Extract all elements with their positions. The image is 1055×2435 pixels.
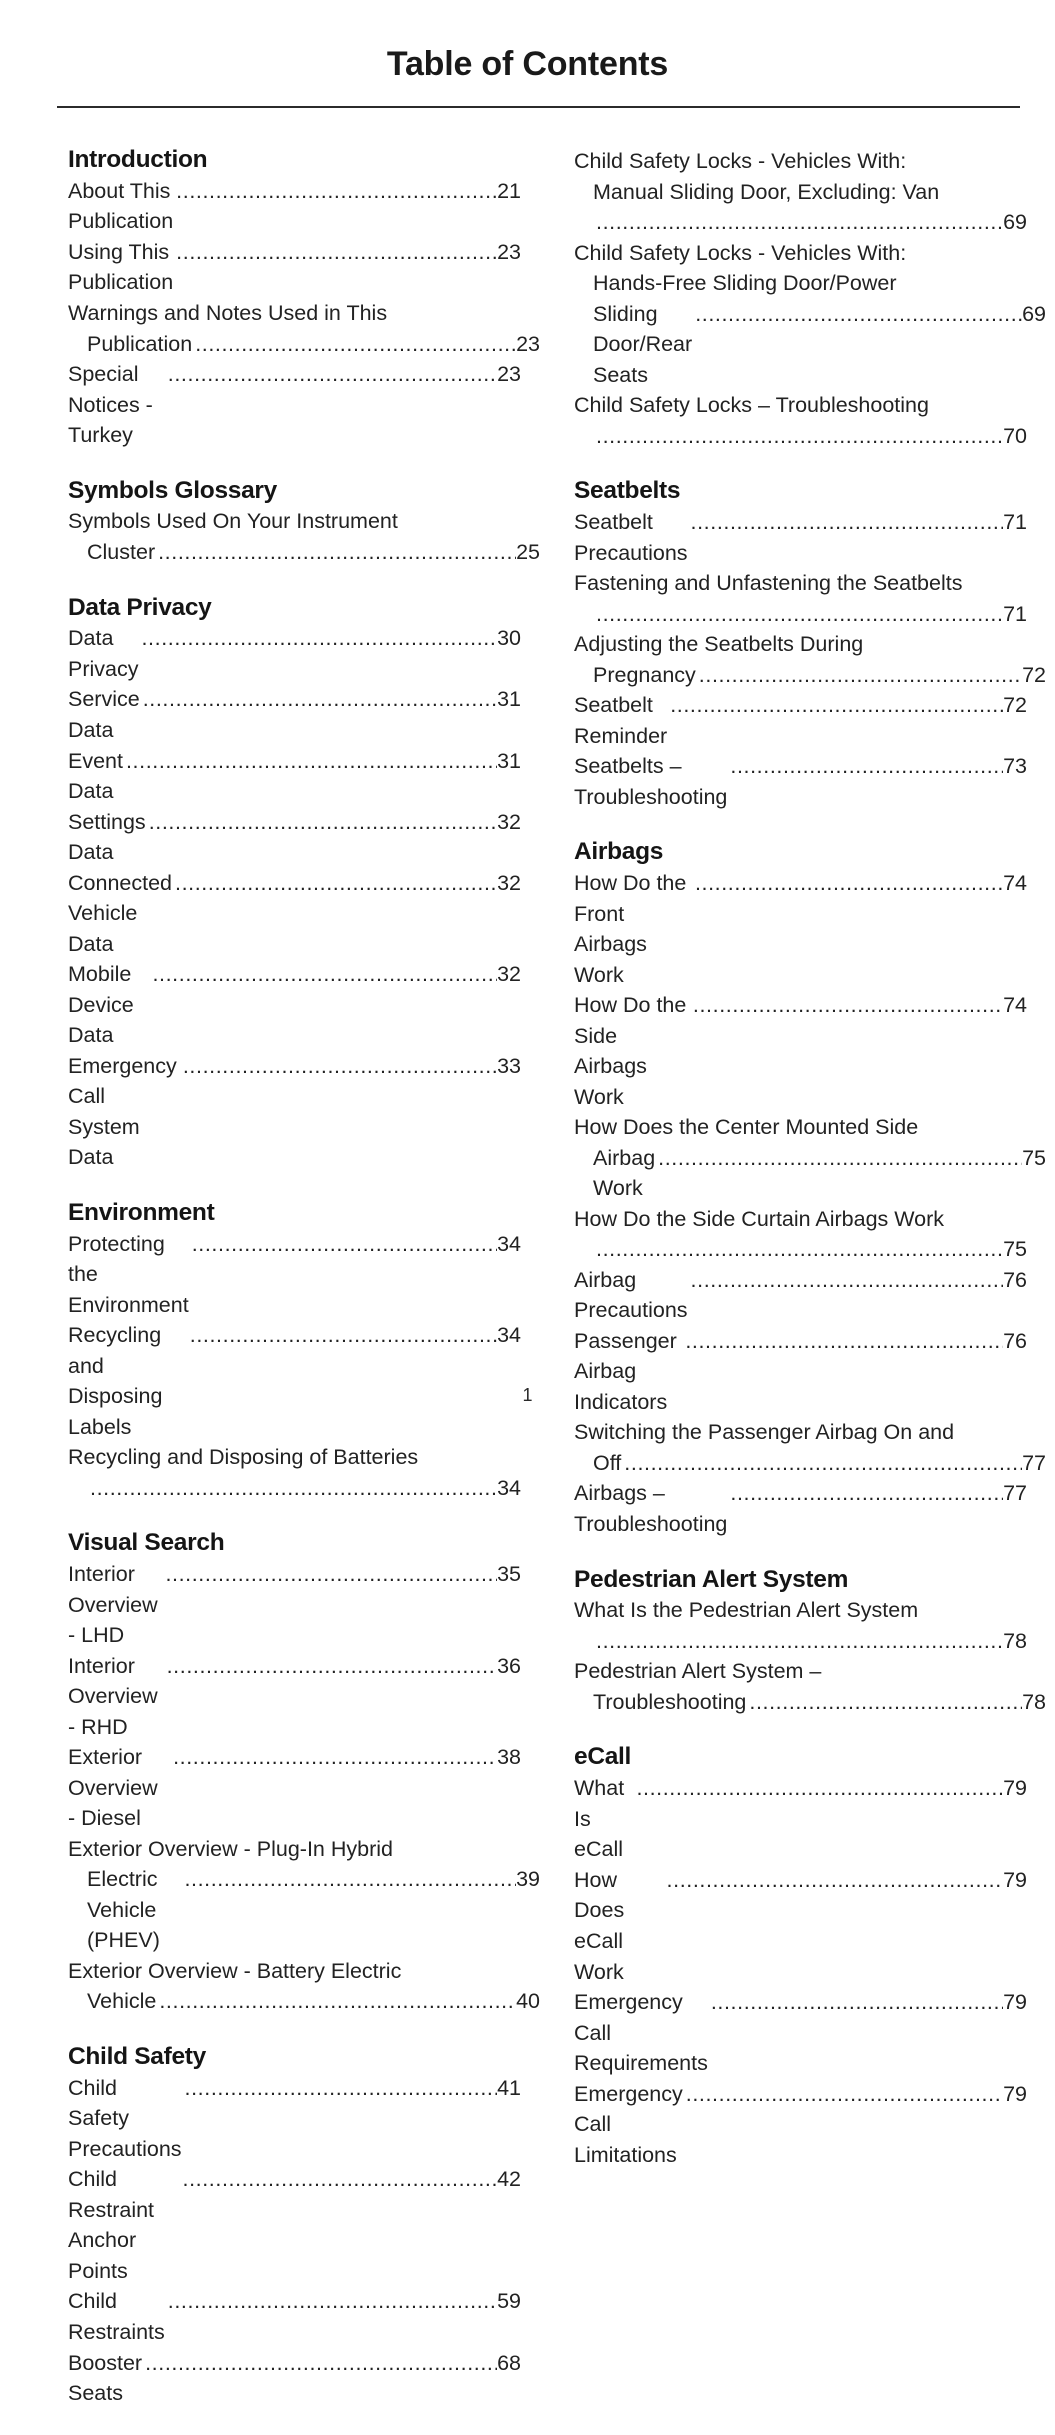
toc-entry-label: Electric Vehicle (PHEV) (87, 1867, 164, 1953)
toc-leader-dots (190, 1320, 497, 1351)
toc-entry-label: Exterior Overview - Diesel (68, 1745, 164, 1831)
toc-entry-leader-row (574, 1987, 1027, 2079)
toc-entry-label: Child Safety Precautions (68, 2075, 182, 2161)
toc-entry-leader-row (574, 1478, 1027, 1539)
toc-entry-leader-row (574, 2079, 1027, 2171)
toc-entry-leader-row (68, 1229, 521, 1321)
toc-page-number: 78 (1003, 1628, 1027, 1653)
toc-entry[interactable] (68, 359, 521, 451)
toc-entry[interactable] (68, 1051, 521, 1173)
toc-page-number: 79 (1003, 1867, 1027, 1892)
toc-leader-dots (667, 1865, 1004, 1896)
toc-entry-line: Recycling and Disposing of Batteries (68, 1445, 419, 1470)
toc-entry-leader-row (68, 959, 521, 1051)
toc-entry-label: Airbag Work (593, 1145, 662, 1201)
toc-entry[interactable] (68, 506, 540, 567)
toc-page-number: 34 (497, 1475, 521, 1500)
toc-entry[interactable] (68, 1956, 540, 2017)
toc-entry-leader-row (68, 868, 521, 960)
toc-page-number: 32 (497, 809, 521, 834)
toc-section (574, 1743, 1027, 2170)
toc-section (574, 1565, 1046, 1718)
toc-entry-label: Troubleshooting (593, 1689, 753, 1714)
toc-entry[interactable] (68, 2164, 521, 2286)
toc-leader-dots (693, 990, 1003, 1021)
toc-entry-leader-row (574, 868, 1027, 990)
toc-leader-dots (691, 1265, 1004, 1296)
toc-entry-label: Recycling and Disposing Labels (68, 1323, 169, 1439)
toc-entry[interactable] (68, 2348, 521, 2409)
toc-entry-leader-row (68, 807, 521, 868)
toc-page-number: 38 (497, 1745, 521, 1770)
toc-section-heading: Symbols Glossary (68, 476, 277, 504)
toc-entry-label: Connected Vehicle Data (68, 870, 178, 956)
toc-leader-dots (624, 1448, 1022, 1479)
toc-page-number: 34 (497, 1231, 521, 1256)
toc-leader-dots (185, 2073, 498, 2104)
toc-leader-dots (670, 690, 1003, 721)
toc-section (574, 477, 1046, 812)
toc-entry[interactable] (68, 684, 521, 745)
toc-section-heading: Seatbelts (574, 477, 681, 505)
toc-entry-label: What Is eCall (574, 1776, 631, 1862)
toc-entry-leader-row (574, 299, 1046, 391)
toc-page-number: 23 (497, 362, 521, 387)
toc-entry-leader-row (574, 751, 1027, 812)
toc-page-number: 69 (1003, 210, 1027, 235)
toc-page-number: 34 (497, 1323, 521, 1348)
toc-section-heading: Environment (68, 1198, 215, 1226)
toc-page-number: 35 (497, 1562, 521, 1587)
toc-entry[interactable] (574, 2079, 1027, 2171)
toc-entry-leader-row (574, 421, 1027, 452)
toc-leader-dots (596, 1234, 1003, 1265)
toc-entry[interactable] (574, 1656, 1046, 1717)
toc-leader-dots (184, 1864, 516, 1895)
toc-section-heading: Pedestrian Alert System (574, 1565, 849, 1593)
toc-entry-leader-row (574, 1626, 1027, 1657)
toc-entry-label: Sliding Door/Rear Seats (593, 301, 699, 387)
toc-entry-leader-row (68, 2073, 521, 2165)
toc-columns (0, 146, 1055, 2435)
toc-entry-leader-row (68, 1651, 521, 1743)
toc-leader-dots (145, 2348, 497, 2379)
toc-entry-line: Manual Sliding Door, Excluding: Van (593, 179, 940, 204)
toc-entry-label: How Does eCall Work (574, 1867, 631, 1984)
toc-page-number: 32 (497, 962, 521, 987)
toc-leader-dots (149, 807, 497, 838)
toc-entry-leader-row (574, 990, 1027, 1112)
toc-leader-dots (165, 1559, 497, 1590)
toc-entry[interactable] (574, 1595, 1027, 1656)
toc-entry-label: Vehicle (87, 1989, 163, 2014)
toc-entry-label: Publication (87, 331, 193, 356)
toc-entry-leader-row (68, 623, 521, 684)
toc-leader-dots (168, 359, 497, 390)
title-divider (57, 106, 1020, 108)
toc-entry[interactable] (574, 990, 1027, 1112)
toc-entry-leader-row (574, 1143, 1046, 1204)
toc-page-number: 71 (1003, 601, 1027, 626)
toc-entry[interactable] (574, 238, 1046, 391)
toc-entry-line: Fastening and Unfastening the Seatbelts (574, 571, 963, 596)
toc-leader-dots (167, 1651, 497, 1682)
toc-entry-leader-row (68, 537, 540, 568)
toc-entry-leader-row (68, 684, 521, 745)
toc-leader-dots (691, 507, 1004, 538)
toc-page-number: 74 (1003, 993, 1027, 1018)
toc-section-heading: Child Safety (68, 2042, 206, 2070)
toc-entry[interactable] (68, 807, 521, 868)
toc-entry[interactable] (574, 507, 1027, 568)
toc-page-number: 77 (1022, 1450, 1046, 1475)
toc-entry-leader-row (68, 359, 521, 451)
toc-page-number: 79 (1003, 1776, 1027, 1801)
toc-entry-label: Airbag Precautions (574, 1267, 688, 1323)
toc-entry-label: Service Data (68, 687, 146, 742)
toc-entry-leader-row (574, 690, 1027, 751)
toc-leader-dots (596, 421, 1003, 452)
toc-entry[interactable] (68, 959, 521, 1051)
toc-entry[interactable] (68, 1742, 521, 1834)
toc-entry-label: Interior Overview - RHD (68, 1653, 164, 1739)
toc-entry[interactable] (574, 1265, 1027, 1326)
toc-column-left (68, 146, 540, 2435)
toc-section (68, 1529, 540, 2017)
toc-entry[interactable] (68, 2073, 521, 2165)
toc-entry-label: Booster Seats (68, 2350, 149, 2406)
toc-entry-leader-row (68, 1742, 521, 1834)
toc-leader-dots (90, 1473, 497, 1504)
toc-page-number: 70 (1003, 423, 1027, 448)
toc-page-number: 59 (497, 2289, 521, 2314)
toc-entry-line: Warnings and Notes Used in This (68, 300, 388, 325)
toc-entry[interactable] (68, 2286, 521, 2347)
toc-entry-line: How Do the Side Curtain Airbags Work (574, 1206, 945, 1231)
toc-entry-line: Hands-Free Sliding Door/Power (593, 271, 897, 296)
toc-entry-label: Event Data (68, 748, 129, 804)
toc-leader-dots (699, 660, 1022, 691)
toc-entry-leader-row (574, 1265, 1027, 1326)
toc-leader-dots (695, 299, 1022, 330)
toc-entry-leader-row (574, 1448, 1046, 1479)
toc-entry[interactable] (68, 623, 521, 684)
toc-entry-leader-row (574, 1773, 1027, 1865)
toc-entry-label: About This Publication (68, 178, 177, 234)
toc-page-number: 30 (497, 626, 521, 651)
toc-entry-line: Child Safety Locks - Vehicles With: (574, 240, 907, 265)
toc-leader-dots (711, 1987, 1003, 2018)
toc-section-heading: Data Privacy (68, 593, 212, 621)
toc-entry-label: Seatbelt Precautions (574, 510, 688, 565)
toc-leader-dots (176, 237, 497, 268)
toc-leader-dots (126, 746, 497, 777)
toc-entry[interactable] (574, 1865, 1027, 1987)
toc-entry-label: Seatbelts – Troubleshooting (574, 754, 728, 809)
toc-leader-dots (173, 1742, 497, 1773)
toc-leader-dots (596, 599, 1003, 630)
toc-leader-dots (596, 207, 1003, 238)
toc-entry[interactable] (68, 237, 521, 298)
toc-page-number: 76 (1003, 1328, 1027, 1353)
toc-page-number: 32 (497, 870, 521, 895)
toc-page-number: 79 (1003, 1990, 1027, 2015)
toc-entry-leader-row (68, 2286, 521, 2347)
toc-page-number: 75 (1003, 1237, 1027, 1262)
toc-entry[interactable] (68, 1834, 540, 1956)
toc-entry[interactable] (574, 629, 1046, 690)
toc-page-number: 71 (1003, 510, 1027, 535)
toc-section (68, 594, 521, 1173)
toc-entry-label: Emergency Call System Data (68, 1053, 183, 1170)
toc-leader-dots (176, 176, 497, 207)
toc-entry-label: Passenger Airbag Indicators (574, 1328, 682, 1414)
toc-leader-dots (152, 959, 497, 990)
toc-section (68, 2043, 521, 2409)
toc-leader-dots (175, 868, 497, 899)
toc-page-number: 39 (516, 1867, 540, 1892)
toc-entry-label: Emergency Call Requirements (574, 1990, 708, 2076)
toc-entry-label: Interior Overview - LHD (68, 1562, 164, 1648)
toc-entry-line: Child Safety Locks – Troubleshooting (574, 393, 929, 418)
toc-entry[interactable] (574, 390, 1027, 451)
toc-leader-dots (749, 1687, 1022, 1718)
toc-page-number: 74 (1003, 871, 1027, 896)
toc-leader-dots (695, 868, 1003, 899)
toc-page-number: 31 (497, 748, 521, 773)
toc-entry-leader-row (574, 1234, 1027, 1265)
toc-entry-label: Cluster (87, 540, 162, 564)
toc-entry-leader-row (68, 1864, 540, 1956)
toc-page-number: 41 (497, 2075, 521, 2100)
toc-leader-dots (658, 1143, 1022, 1174)
toc-entry-leader-row (68, 1051, 521, 1173)
toc-leader-dots (195, 329, 516, 360)
toc-entry[interactable] (574, 1987, 1027, 2079)
toc-entry[interactable] (68, 746, 521, 807)
toc-entry-line: What Is the Pedestrian Alert System (574, 1598, 919, 1623)
toc-section (68, 1199, 521, 1504)
toc-page-number: 73 (1003, 754, 1027, 779)
toc-entry-leader-row (574, 1687, 1046, 1718)
toc-entry-leader-row (574, 507, 1027, 568)
toc-entry-label: How Do the Front Airbags Work (574, 871, 693, 987)
toc-entry-line: Exterior Overview - Plug-In Hybrid (68, 1836, 393, 1861)
toc-entry[interactable] (574, 1204, 1027, 1265)
toc-entry-line: Adjusting the Seatbelts During (574, 632, 864, 657)
toc-entry[interactable] (68, 1320, 521, 1442)
toc-entry-leader-row (68, 1320, 521, 1442)
toc-entry-line: Exterior Overview - Battery Electric (68, 1958, 402, 1983)
toc-entry-leader-row (68, 1986, 540, 2017)
toc-entry[interactable] (574, 690, 1027, 751)
toc-page-number: 79 (1003, 2081, 1027, 2106)
toc-page-number: 77 (1003, 1481, 1027, 1506)
toc-entry[interactable] (68, 868, 521, 960)
toc-entry-label: Protecting the Environment (68, 1231, 189, 1317)
toc-entry[interactable] (574, 868, 1027, 990)
toc-section (574, 146, 1046, 451)
toc-entry-line: Pedestrian Alert System – (574, 1659, 822, 1684)
toc-leader-dots (168, 2286, 497, 2317)
toc-entry-leader-row (68, 1559, 521, 1651)
toc-page-number: 68 (497, 2350, 521, 2375)
toc-entry-line: Child Safety Locks - Vehicles With: (574, 149, 907, 173)
toc-page-number: 78 (1022, 1689, 1046, 1714)
toc-page-number: 33 (497, 1053, 521, 1078)
toc-entry-label: Mobile Device Data (68, 962, 140, 1048)
toc-section (574, 838, 1046, 1539)
toc-entry[interactable] (68, 176, 521, 237)
toc-entry-label: Settings Data (68, 809, 152, 865)
toc-leader-dots (183, 1051, 497, 1082)
toc-leader-dots (159, 1986, 516, 2017)
toc-entry-label: Special Notices - Turkey (68, 362, 159, 448)
toc-entry-label: Seatbelt Reminder (574, 693, 668, 748)
toc-leader-dots (158, 537, 516, 568)
toc-entry[interactable] (68, 1559, 521, 1651)
toc-entry-leader-row (68, 2164, 521, 2286)
toc-page-number: 75 (1022, 1145, 1046, 1170)
toc-section-heading: Introduction (68, 146, 208, 173)
page-number: 1 (522, 1385, 533, 1405)
toc-leader-dots (183, 2164, 498, 2195)
toc-page-number: 40 (516, 1989, 540, 2014)
toc-section (68, 146, 540, 451)
toc-entry-label: Off (593, 1450, 622, 1475)
toc-section (68, 476, 540, 568)
toc-entry-leader-row (68, 2348, 521, 2409)
toc-entry-line: Switching the Passenger Airbag On and (574, 1420, 955, 1445)
toc-entry[interactable] (68, 1229, 521, 1321)
page-title: Table of Contents (386, 45, 669, 83)
toc-leader-dots (596, 1626, 1003, 1657)
toc-leader-dots (141, 623, 497, 654)
toc-entry-leader-row (68, 746, 521, 807)
toc-section-heading: eCall (574, 1743, 632, 1771)
toc-entry[interactable] (68, 1442, 521, 1503)
toc-entry-leader-row (68, 237, 521, 298)
toc-entry-leader-row (574, 207, 1027, 238)
toc-page-number: 42 (497, 2167, 521, 2192)
toc-entry[interactable] (68, 298, 540, 359)
toc-entry-leader-row (68, 1473, 521, 1504)
toc-leader-dots (730, 1478, 1003, 1509)
toc-entry-label: Airbags – Troubleshooting (574, 1481, 728, 1536)
toc-page-number: 23 (516, 331, 540, 356)
toc-entry-leader-row (68, 176, 521, 237)
toc-entry-line: How Does the Center Mounted Side (574, 1115, 919, 1140)
toc-section-heading: Visual Search (68, 1529, 225, 1557)
toc-leader-dots (685, 1326, 1003, 1357)
toc-leader-dots (636, 1773, 1003, 1804)
toc-entry[interactable] (574, 1112, 1046, 1204)
toc-entry-label: Child Restraint Anchor Points (68, 2167, 159, 2283)
toc-entry-line: Symbols Used On Your Instrument (68, 509, 398, 534)
toc-page-number: 72 (1022, 662, 1046, 687)
toc-leader-dots (192, 1229, 497, 1260)
toc-entry[interactable] (574, 146, 1027, 238)
toc-page-number: 72 (1003, 693, 1027, 718)
toc-entry-leader-row (68, 329, 540, 360)
toc-entry-label: Emergency Call Limitations (574, 2081, 689, 2167)
toc-entry-label: Data Privacy (68, 626, 139, 681)
toc-page-number: 36 (497, 1653, 521, 1678)
toc-page-number: 76 (1003, 1267, 1027, 1292)
toc-entry[interactable] (68, 1651, 521, 1743)
toc-entry-label: Pregnancy (593, 662, 696, 687)
toc-leader-dots (730, 751, 1003, 782)
toc-entry-label: How Do the Side Airbags Work (574, 993, 693, 1109)
toc-page-number: 31 (497, 687, 521, 712)
toc-leader-dots (686, 2079, 1003, 2110)
toc-entry-leader-row (574, 599, 1027, 630)
toc-entry[interactable] (574, 568, 1027, 629)
toc-section-heading: Airbags (574, 838, 664, 866)
toc-entry[interactable] (574, 751, 1027, 812)
toc-column-right (574, 146, 1046, 2435)
toc-page-number: 69 (1022, 301, 1046, 326)
toc-leader-dots (143, 684, 497, 715)
toc-entry[interactable] (574, 1773, 1027, 1865)
toc-entry-leader-row (574, 1865, 1027, 1987)
toc-page-number: 25 (516, 540, 540, 564)
toc-entry[interactable] (574, 1478, 1027, 1539)
toc-entry-label: Child Restraints (68, 2289, 171, 2344)
toc-entry-leader-row (574, 660, 1046, 691)
toc-page-number: 23 (497, 239, 521, 264)
toc-entry-label: Using This Publication (68, 239, 176, 295)
toc-page-number: 21 (497, 178, 521, 203)
